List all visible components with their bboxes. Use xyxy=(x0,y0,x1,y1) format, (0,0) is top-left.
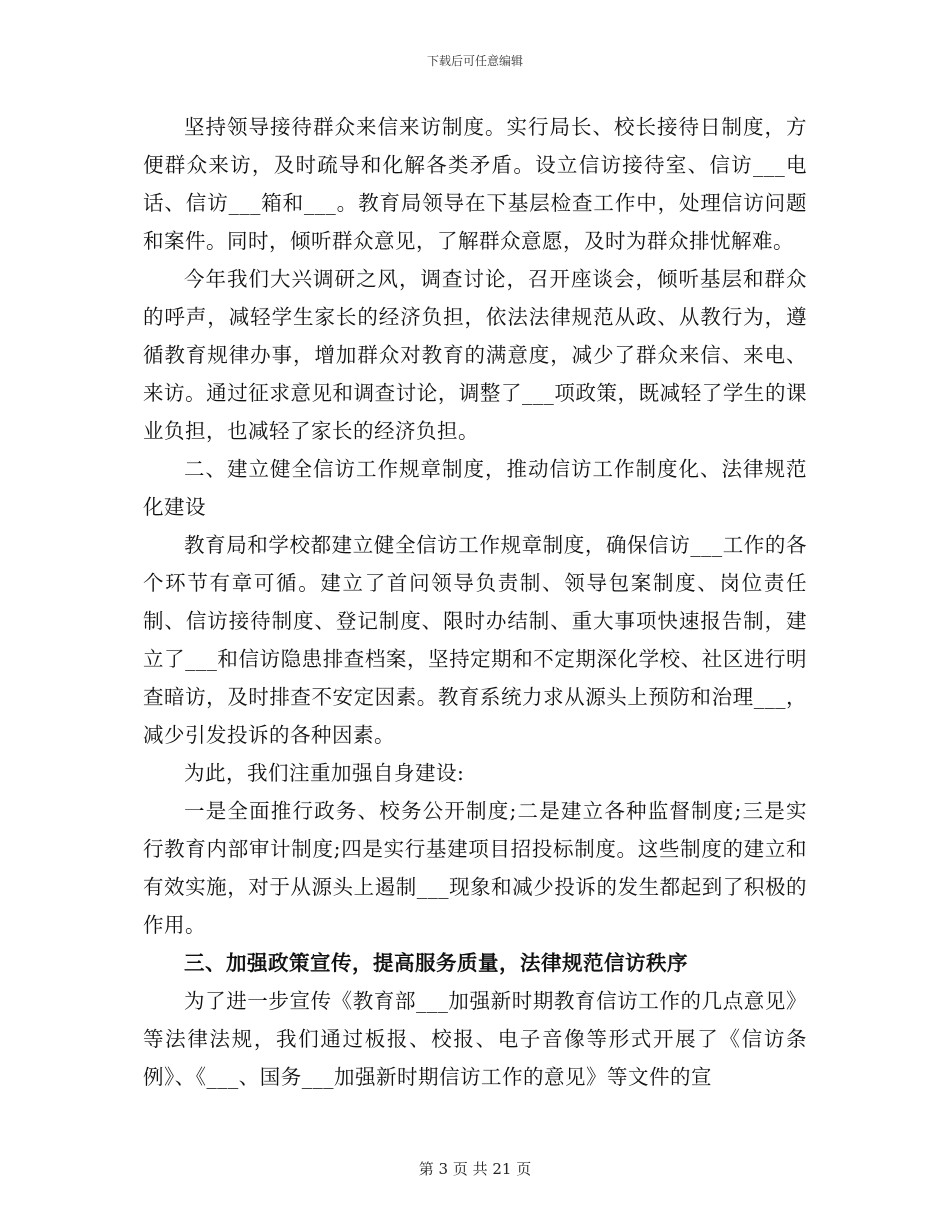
document-body xyxy=(143,108,807,1096)
paragraph-reception-system: 坚持领导接待群众来信来访制度。实行局长、校长接待日制度，方便群众来访，及时疏导和化解各类矛盾。设立信访接待室、信访___电话、信访___箱和___。教育局领导在下基层检查工作中，处理信访问题和案件。同时，倾听群众意见，了解群众意愿，及时为群众排忧解难。 xyxy=(143,115,807,253)
paragraph-research: 今年我们大兴调研之风，调查讨论，召开座谈会，倾听基层和群众的呼声，减轻学生家长的经济负担，依法法律规范从政、从教行为，遵循教育规律办事，增加群众对教育的满意度，减少了群众来信、来电、来访。通过征求意见和调查讨论，调整了___项政策，既减轻了学生的课业负担，也减轻了家长的经济负担。 xyxy=(143,267,807,443)
page-footer: 第 3 页 共 21 页 xyxy=(418,1160,532,1178)
page-header: 下载后可任意编辑 xyxy=(426,54,523,68)
paragraph-policy-publicity: 为了进一步宣传《教育部___加强新时期教育信访工作的几点意见》等法律法规，我们通过板报、校报、电子音像等形式开展了《信访条例》、《___、国务___加强新时期信访工作的意见》等文件的宣 xyxy=(143,989,807,1089)
paragraph-rules: 教育局和学校都建立健全信访工作规章制度，确保信访___工作的各个环节有章可循。建立了首问领导负责制、领导包案制度、岗位责任制、信访接待制度、登记制度、限时办结制、重大事项快速报告制，建立了___和信访隐患排查档案，坚持定期和不定期深化学校、社区进行明查暗访，及时排查不安定因素。教育系统力求从源头上预防和治理___，减少引发投诉的各种因素。 xyxy=(143,533,807,747)
section-heading-3: 三、加强政策宣传，提高服务质量，法律规范信访秩序 xyxy=(184,951,688,975)
section-heading-2: 二、建立健全信访工作规章制度，推动信访工作制度化、法律规范化建设 xyxy=(143,457,807,519)
paragraph-four-measures: 一是全面推行政务、校务公开制度;二是建立各种监督制度;三是实行教育内部审计制度;四是实行基建项目招投标制度。这些制度的建立和有效实施，对于从源头上遏制___现象和减少投诉的发生都起到了积极的作用。 xyxy=(143,799,807,937)
paragraph-self-building: 为此，我们注重加强自身建设: xyxy=(184,761,465,785)
